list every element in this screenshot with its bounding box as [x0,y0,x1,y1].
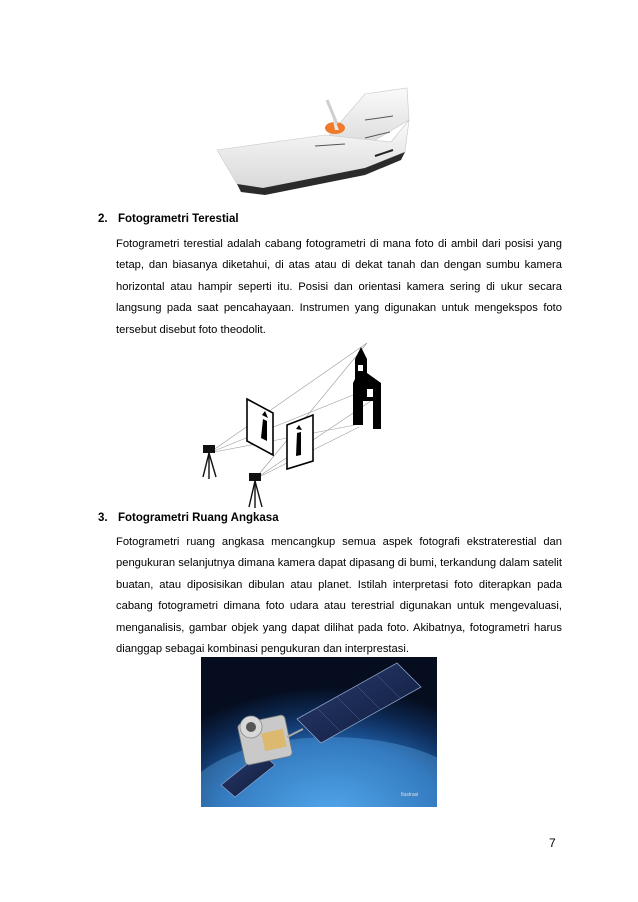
satellite-image [201,657,437,807]
page-number: 7 [549,836,556,850]
section-body-ruang-angkasa: Fotogrametri ruang angkasa mencangkup semua aspek fotografi ekstraterestial dan pengukuran selanjutnya dimana kamera dapat dipasang di bumi, terkandung dalam satelit buatan, atau diposisikan dibulan atau planet. Istilah interpretasi foto diterapkan pada cabang fotogrametri dimana foto udara atau terestrial digunakan untuk mengevaluasi, menganalisis, gambar objek yang dapat dilihat pada foto. Akibatnya, fotogrametri harus dianggap sebagai kombinasi pengukuran dan interprestasi. [116,536,562,656]
section-heading-terestial: 2. Fotogrametri Terestial [98,213,239,225]
section-heading-ruang-angkasa: 3. Fotogrametri Ruang Angkasa [98,512,279,524]
terrestrial-diagram-image [195,337,395,509]
section-body-terestial: Fotogrametri terestial adalah cabang fotogrametri di mana foto di ambil dari posisi yang tetap, dan biasanya diketahui, di atas atau di dekat tanah dan dengan sumbu kamera horizontal atau hampir seperti itu. Posisi dan orientasi kamera sering di ukur secara langsung pada saat pencahayaan. Instrumen yang digunakan untuk mengekspos foto tersebut disebut foto theodolit. [116,238,562,336]
satellite-caption: Ilustrasi [401,792,419,798]
drone-image [215,80,415,205]
